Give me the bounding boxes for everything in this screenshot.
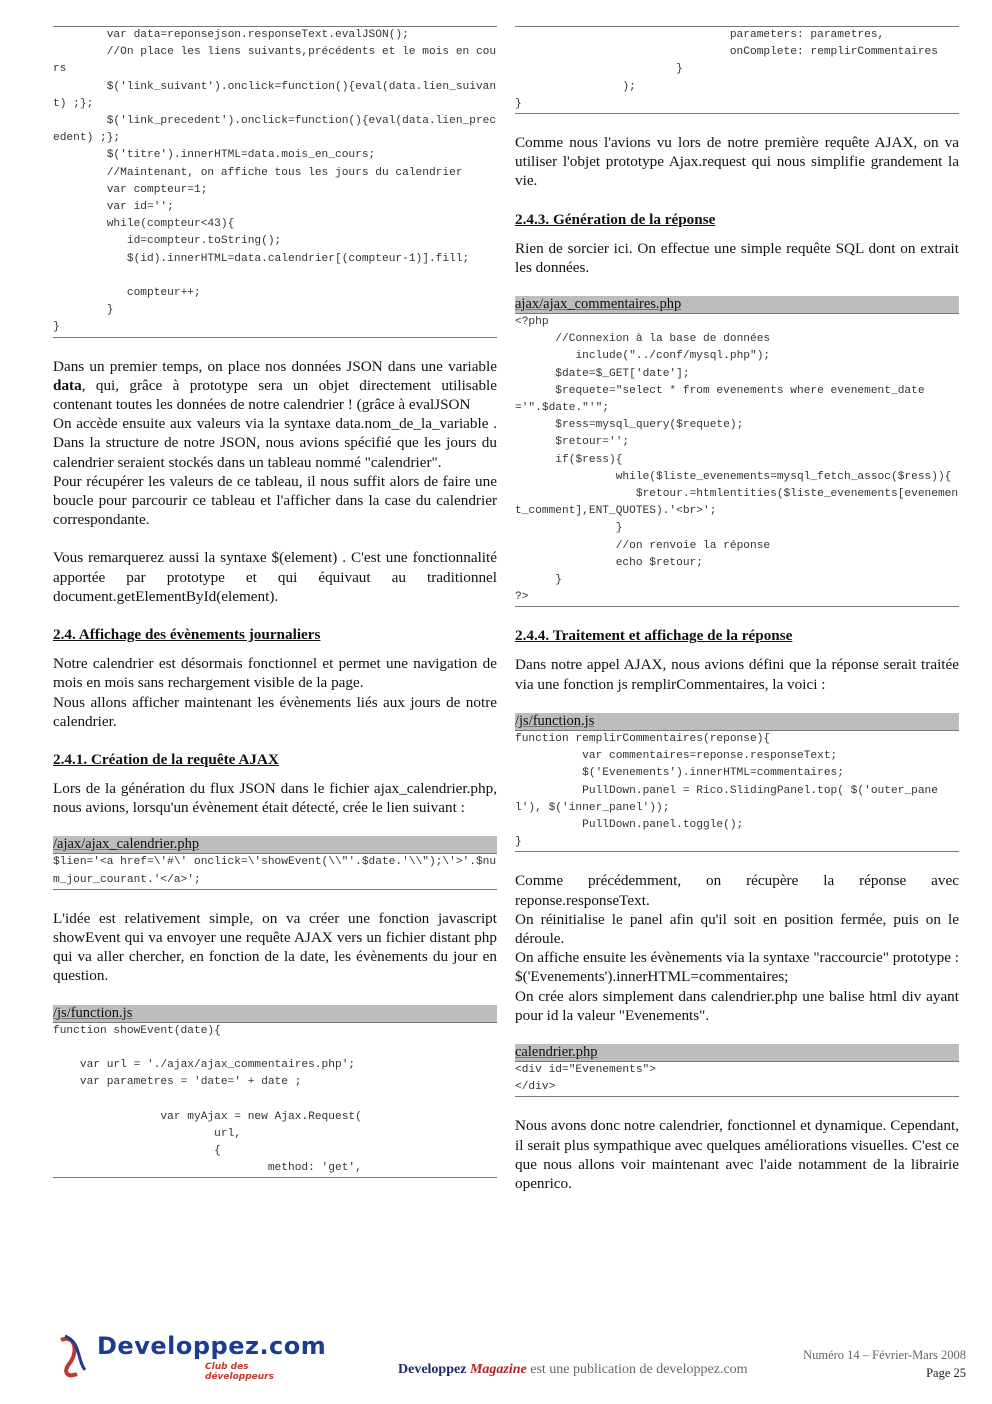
code-block-evaljson (53, 26, 497, 338)
paragraph-showevent: L'idée est relativement simple, on va créer une fonction javascript showEvent qui va envoyer une requête AJAX vers un fichier distant php qui va aller chercher, en fonction de la date, les évènements du jour en question. (53, 909, 497, 985)
code-title (53, 836, 497, 854)
footer-issue: Numéro 14 – Février-Mars 2008 (803, 1348, 966, 1362)
right-column (515, 26, 959, 1193)
paragraph-panel: On réinitialise le panel afin qu'il soit en position fermée, puis on le déroule. (515, 910, 959, 947)
code-title (515, 296, 959, 314)
code-block-calendrier (515, 1044, 959, 1097)
developpez-logo (55, 1330, 327, 1382)
paragraph-element: Vous remarquerez aussi la syntaxe $(element) . C'est une fonctionnalité apportée par prototype et qui équivaut au traditionnel document.getElementById(element). (53, 549, 497, 605)
code-block-ajax-request-end (515, 26, 959, 114)
footer-magazine: Magazine (469, 1362, 527, 1377)
code-block-remplir (515, 713, 959, 852)
code-title (515, 713, 959, 731)
heading-2-4-3: 2.4.3. Génération de la réponse (515, 210, 716, 228)
code-title-text: /js/function.js (53, 1004, 133, 1021)
code-evaljson: var data=reponsejson.responseText.evalJSON(); //On place les liens suivants,précédents et le mois en cours $('link_suivant').onclick=function(){eval(data.lien_suivant) ;}; $('link_precedent').onclick=function(){eval(data.lien_precedent) ;}; $('titre').innerHTML=data.mois_en_cours; //Maintenant, on affiche tous les jours du calendrier var compteur=1; var id=''; while(compteur<43){ id=compteur.toString(); $(id).innerHTML=data.calendrier[(compteur-1)].fill; compteur++; } } (53, 29, 497, 334)
code-block-ajax-commentaires (515, 296, 959, 607)
code-title-text: ajax/ajax_commentaires.php (515, 296, 682, 313)
paragraph-json-flux: Lors de la génération du flux JSON dans le fichier ajax_calendrier.php, nous avions, lorsqu'un évènement était détecté, crée le lien suivant : (53, 779, 497, 817)
paragraph-calendar-ok: Notre calendrier est désormais fonctionnel et permet une navigation de mois en mois sans rechargement visible de la page. (53, 655, 497, 692)
paragraph-ajax-call: Dans notre appel AJAX, nous avions défini que la réponse serait traitée via une fonction js remplirCommentaires, la voici : (515, 656, 959, 693)
paragraph-text: , qui, grâce à prototype sera un objet directement utilisable contenant toutes les données de notre calendrier ! (grâce à evalJSON (53, 376, 497, 414)
heading-2-4-1: 2.4.1. Création de la requête AJAX (53, 750, 279, 768)
code-title (53, 1005, 497, 1023)
code-title-text: calendrier.php (515, 1043, 598, 1060)
code-title (515, 1044, 959, 1062)
code-block-showevent (53, 1005, 497, 1179)
logo-text: Developpez.com (97, 1332, 327, 1360)
code-showevent: function showEvent(date){ var url = './ajax/ajax_commentaires.php'; var parametres = 'date=' + date ; var myAjax = new Ajax.Request( url, { method: 'get', (53, 1024, 362, 1175)
footer-publication-text: est une publication de developpez.com (530, 1362, 748, 1377)
paragraph-loop: Pour récupérer les valeurs de ce tableau, il nous suffit alors de faire une boucle pour parcourir ce tableau et l'afficher dans la case du calendrier correspondante. (53, 472, 497, 529)
footer-issue-info (803, 1346, 966, 1382)
code-div-evenements: <div id="Evenements"> </div> (515, 1063, 656, 1094)
heading-2-4: 2.4. Affichage des évènements journaliers (53, 626, 321, 644)
code-title-text: /js/function.js (515, 712, 595, 729)
footer-page-number: Page 25 (926, 1366, 966, 1380)
paragraph-innerhtml: On affiche ensuite les évènements via la syntaxe "raccourcie" prototype : $('Evenements').innerHTML=commentaires; (515, 949, 959, 986)
paragraph-ajax-request: Comme nous l'avions vu lors de notre première requête AJAX, on va utiliser l'objet prototype Ajax.request qui nous simplifie grandement la vie. (515, 134, 959, 190)
paragraph-div: On crée alors simplement dans calendrier.php une balise html div ayant pour id la valeur "Evenements". (515, 987, 959, 1024)
code-php-commentaires: <?php //Connexion à la base de données include("../conf/mysql.php"); $date=$_GET['date']; $requete="select * from evenements where evenement_date='".$date."'"; $ress=mysql_query($requete); $retour=''; if($ress){ while($liste_evenements=mysql_fetch_assoc($ress)){ $retour.=htmlentities($liste_evenements[evenement_comment],ENT_QUOTES).'<br>'; } //on renvoie la réponse echo $retour; } ?> (515, 316, 959, 604)
paragraph-json-data (53, 357, 497, 415)
logo-tagline: Club des développeurs (205, 1362, 274, 1382)
code-remplir: function remplirCommentaires(reponse){ var commentaires=reponse.responseText; $('Evenements').innerHTML=commentaires; PullDown.panel = Rico.SlidingPanel.top( $('outer_panel'), $('inner_panel')); PullDown.panel.toggle(); } (515, 732, 938, 849)
code-lien: $lien='<a href=\'#\' onclick=\'showEvent(\\"'.$date.'\\");\'>'.$num_jour_courant.'</a>'; (53, 856, 497, 886)
paragraph-conclusion: Nous avons donc notre calendrier, fonctionnel et dynamique. Cependant, il serait plus sympathique avec quelques améliorations visuelles. C'est ce que nous allons voir maintenant avec l'aide notamment de la librairie openrico. (515, 1117, 959, 1192)
code-block-ajax-calendrier (53, 836, 497, 889)
heading-2-4-4: 2.4.4. Traitement et affichage de la réponse (515, 627, 793, 645)
code-title-text: /ajax/ajax_calendrier.php (53, 836, 200, 853)
footer-publication (398, 1362, 748, 1378)
code-ajax-request-end: parameters: parametres, onComplete: remplirCommentaires } ); } (515, 29, 938, 110)
paragraph-syntax: On accède ensuite aux valeurs via la syntaxe data.nom_de_la_variable . Dans la structure de notre JSON, nous avions spécifié que les jours du calendrier seraient stockés dans un tableau nommé "calendrier". (53, 415, 497, 471)
paragraph-sql: Rien de sorcier ici. On effectue une simple requête SQL dont on extrait les données. (515, 239, 959, 276)
left-column (53, 26, 497, 1178)
paragraph-text: Dans un premier temps, on place nos données JSON dans une variable (53, 357, 497, 375)
paragraph-show-events: Nous allons afficher maintenant les évènements liés aux jours de notre calendrier. (53, 693, 497, 730)
footer-brand: Developpez (398, 1362, 467, 1377)
bold-term: data (53, 376, 82, 394)
paragraph-response-text: Comme précédemment, on récupère la réponse avec reponse.responseText. (515, 872, 959, 909)
